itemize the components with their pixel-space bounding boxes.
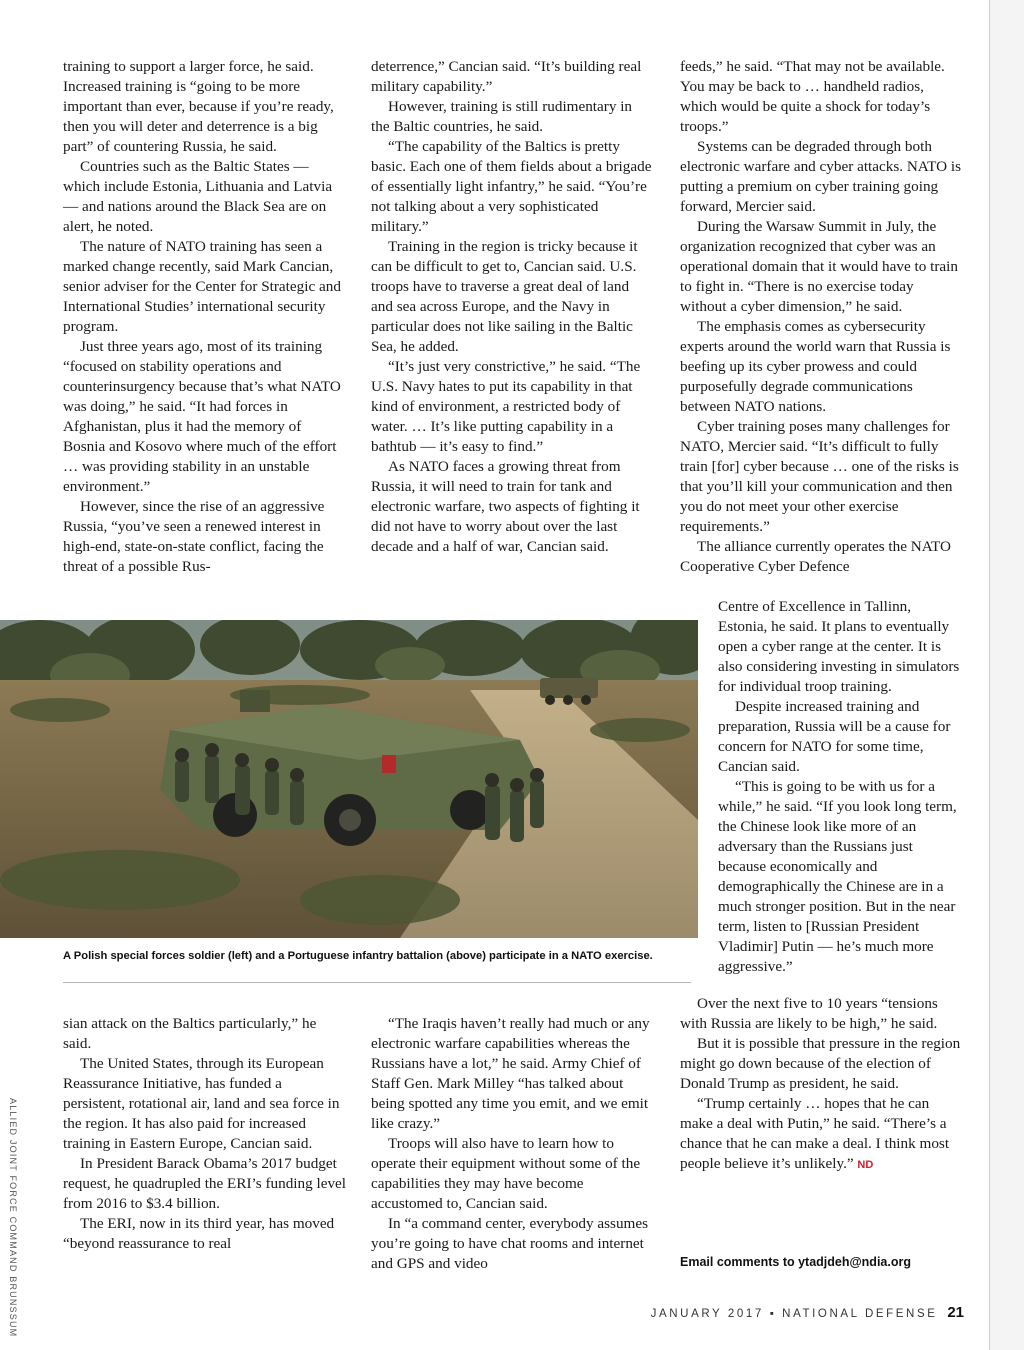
article-paragraph [63, 1154, 346, 1214]
paragraph-text: The ERI, now in its third year, has moved “beyond reassurance to real [63, 1215, 335, 1252]
paragraph-text: The nature of NATO training has seen a marked change recently, said Mark Cancian, senior adviser for the Center for Strategic and International Studies’ international security program. [63, 238, 341, 335]
article-column-3 [680, 57, 963, 577]
article-paragraph [63, 1214, 346, 1254]
article-paragraph [371, 137, 652, 237]
article-column-1-bottom [63, 1014, 346, 1254]
article-paragraph [680, 137, 963, 217]
paragraph-text: Training in the region is tricky because it can be difficult to get to, Cancian said. U.S. troops have to traverse a great deal of land and sea across Europe, and the Navy in particular does not like sailing in the Baltic Sea, he added. [371, 238, 638, 355]
article-paragraph [371, 97, 652, 137]
article-paragraph [63, 237, 346, 337]
article-paragraph [371, 1134, 652, 1214]
photo-caption: A Polish special forces soldier (left) and a Portuguese infantry battalion (above) participate in a NATO exercise. [63, 950, 653, 962]
paragraph-text: In “a command center, everybody assumes you’re going to have chat rooms and internet and GPS and video [371, 1215, 649, 1272]
paragraph-text: “It’s just very constrictive,” he said. “The U.S. Navy hates to put its capability in that kind of environment, a restricted body of water. … It’s like putting capability in a bathtub — it’s easy to find.” [371, 358, 641, 455]
end-mark: ND [857, 1159, 874, 1171]
article-paragraph [371, 1014, 652, 1134]
article-paragraph [63, 57, 346, 157]
article-paragraph [371, 457, 652, 557]
page-number: 21 [947, 1304, 964, 1321]
paragraph-text: Troops will also have to learn how to operate their equipment without some of the capabilities they may have become accustomed to, Cancian said. [371, 1135, 641, 1212]
article-column-3-wrap [718, 597, 963, 977]
caption-divider [63, 982, 691, 983]
paragraph-text: “The Iraqis haven’t really had much or any electronic warfare capabilities whereas the Russians have a lot,” he said. Army Chief of Staff Gen. Mark Milley “has talked about being spotted any time you emit, and we emit like crazy.” [371, 1015, 650, 1132]
paragraph-text: Over the next five to 10 years “tensions with Russia are likely to be high,” he said. [680, 995, 938, 1032]
article-paragraph [718, 777, 963, 977]
email-comments: Email comments to ytadjdeh@ndia.org [680, 1255, 911, 1269]
article-paragraph [371, 357, 652, 457]
article-paragraph [680, 537, 963, 577]
paragraph-text: Cyber training poses many challenges for NATO, Mercier said. “It’s difficult to fully train [for] cyber because … one of the risks is that you’ll kill your communication and then you do not meet your other exercise requirements.” [680, 418, 959, 535]
paragraph-text: “Trump certainly … hopes that he can make a deal with Putin,” he said. “There’s a chance that he can make a deal. I think most people believe it’s unlikely.” [680, 1095, 950, 1172]
article-paragraph [371, 237, 652, 357]
page-footer [651, 1304, 964, 1321]
paragraph-text: But it is possible that pressure in the region might go down because of the election of Donald Trump as president, he said. [680, 1035, 961, 1092]
article-paragraph [680, 57, 963, 137]
article-paragraph [63, 157, 346, 237]
paragraph-text: deterrence,” Cancian said. “It’s building real military capability.” [371, 58, 642, 95]
article-paragraph [680, 317, 963, 417]
article-paragraph [680, 994, 963, 1034]
paragraph-text: During the Warsaw Summit in July, the organization recognized that cyber was an operational domain that it would have to train to fight in. “There is no exercise today without a cyber dimension,” he said. [680, 218, 958, 315]
article-paragraph [680, 1094, 963, 1175]
article-paragraph [63, 337, 346, 497]
article-paragraph [680, 417, 963, 537]
paragraph-text: Countries such as the Baltic States — which include Estonia, Lithuania and Latvia — and nations around the Black Sea are on alert, he noted. [63, 158, 333, 235]
article-column-1 [63, 57, 346, 577]
article-paragraph [371, 1214, 652, 1274]
paragraph-text: training to support a larger force, he said. Increased training is “going to be more important than ever, because if you’re ready, then you will deter and deterrence is a big part” of countering Russia, he said. [63, 58, 334, 155]
paragraph-text: Systems can be degraded through both electronic warfare and cyber attacks. NATO is putting a premium on cyber training going forward, Mercier said. [680, 138, 961, 215]
paragraph-text: The alliance currently operates the NATO Cooperative Cyber Defence [680, 538, 952, 575]
paragraph-text: sian attack on the Baltics particularly,” he said. [63, 1015, 317, 1052]
page-edge [989, 0, 1024, 1350]
paragraph-text: “This is going to be with us for a while,” he said. “If you look long term, the Chinese look like more of an adversary than the Russians just because economically and demographically the Chinese are in a much stronger position. But in the near term, listen to [Russian President Vladimir] Putin — he’s much more aggressive.” [718, 778, 957, 975]
article-paragraph [63, 497, 346, 577]
article-column-2 [371, 57, 652, 557]
paragraph-text: However, training is still rudimentary in the Baltic countries, he said. [371, 98, 633, 135]
paragraph-text: “The capability of the Baltics is pretty basic. Each one of them fields about a brigade of essentially light infantry,” he said. “You’re not talking about a very sophisticated military.” [371, 138, 652, 235]
article-paragraph [680, 217, 963, 317]
photo-credit: ALLIED JOINT FORCE COMMAND BRUNSSUM [8, 1098, 18, 1338]
article-paragraph [371, 57, 652, 97]
article-paragraph [63, 1054, 346, 1154]
paragraph-text: Just three years ago, most of its training “focused on stability operations and counterinsurgency because that’s what NATO was doing,” he said. “It had forces in Afghanistan, plus it had the memory of Bosnia and Kosovo where much of the effort … was providing stability in an unstable environment.” [63, 338, 341, 495]
article-paragraph [680, 1034, 963, 1094]
paragraph-text: However, since the rise of an aggressive Russia, “you’ve seen a renewed interest in high-end, state-on-state conflict, facing the threat of a possible Rus- [63, 498, 325, 575]
footer-issue: JANUARY 2017 ▪ NATIONAL DEFENSE [650, 1308, 938, 1320]
paragraph-text: As NATO faces a growing threat from Russia, it will need to train for tank and electronic warfare, two aspects of fighting it did not have to worry about over the last decade and a half of war, Cancian said. [371, 458, 640, 555]
article-column-2-bottom [371, 1014, 652, 1274]
paragraph-text: Despite increased training and preparation, Russia will be a cause for concern for NATO for some time, Cancian said. [718, 698, 951, 775]
article-paragraph [718, 697, 963, 777]
paragraph-text: feeds,” he said. “That may not be available. You may be back to … handheld radios, which would be quite a shock for today’s troops.” [680, 58, 945, 135]
article-paragraph [718, 597, 963, 697]
paragraph-text: Centre of Excellence in Tallinn, Estonia, he said. It plans to eventually open a cyber range at the center. It is also considering investing in simulators for individual troop training. [718, 598, 960, 695]
paragraph-text: The United States, through its European Reassurance Initiative, has funded a persistent, rotational air, land and sea force in the region. It has also paid for increased training in Eastern Europe, Cancian said. [63, 1055, 340, 1152]
paragraph-text: In President Barack Obama’s 2017 budget request, he quadrupled the ERI’s funding level from 2016 to $3.4 billion. [63, 1155, 346, 1212]
paragraph-text: The emphasis comes as cybersecurity experts around the world warn that Russia is beefing up its cyber prowess and could purposefully degrade communications between NATO nations. [680, 318, 951, 415]
article-photo [0, 620, 698, 938]
article-column-3-bottom [680, 994, 963, 1175]
article-paragraph [63, 1014, 346, 1054]
